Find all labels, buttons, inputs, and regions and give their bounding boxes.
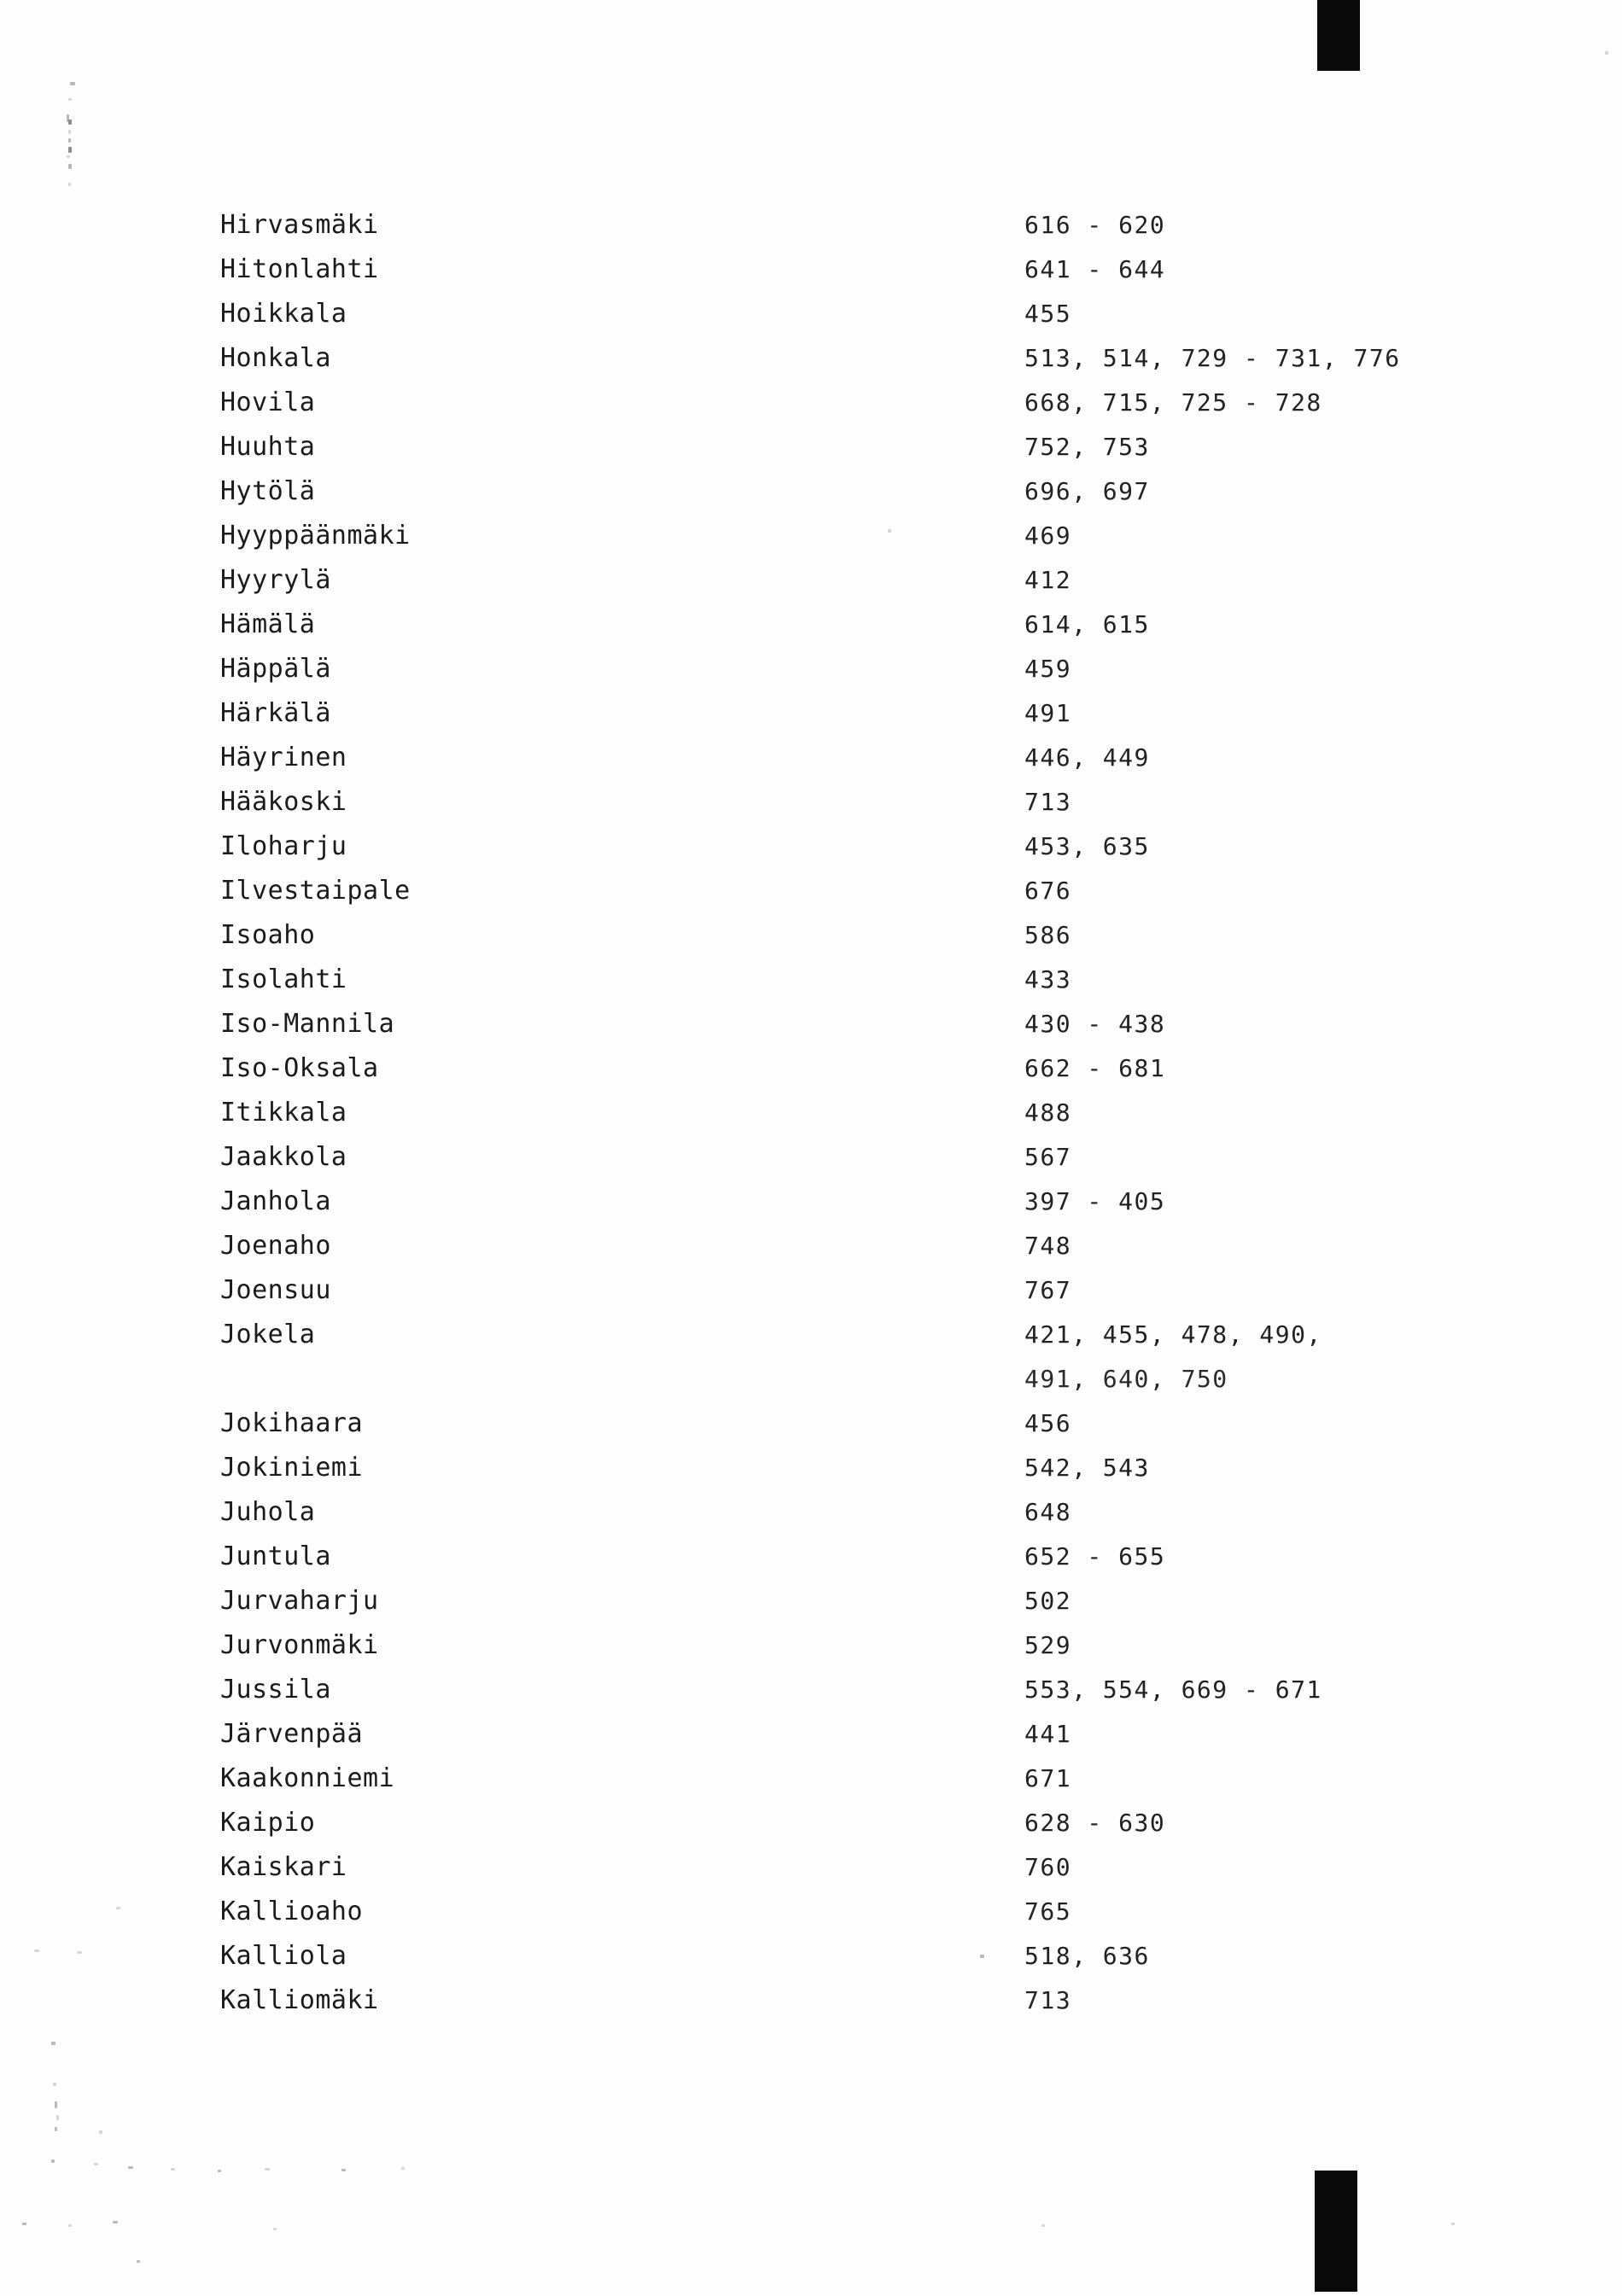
index-entry-row (0, 1268, 1622, 1313)
index-entry-row (0, 1934, 1622, 1978)
entry-name: Härkälä (220, 698, 331, 728)
entry-name: Kaipio (220, 1808, 316, 1838)
entry-name: Hyyppäänmäki (220, 521, 411, 551)
entry-page-numbers: 441 (1024, 1720, 1072, 1748)
entry-name: Itikkala (220, 1098, 347, 1128)
index-entry-row (0, 514, 1622, 558)
index-entry-row (0, 1668, 1622, 1712)
index-entry-row (0, 913, 1622, 958)
entry-page-numbers: 433 (1024, 965, 1072, 994)
entry-name: Isolahti (220, 964, 347, 994)
entry-name: Honkala (220, 343, 331, 373)
index-entry-row (0, 780, 1622, 825)
index-entry-row (0, 1091, 1622, 1135)
entry-name: Juhola (220, 1497, 316, 1527)
index-entry-row (0, 1978, 1622, 2023)
entry-page-numbers: 518, 636 (1024, 1942, 1150, 1970)
index-entry-continuation-row (0, 1357, 1622, 1401)
index-entry-row (0, 603, 1622, 647)
entry-page-numbers: 676 (1024, 877, 1072, 905)
entry-name: Hämälä (220, 609, 316, 639)
index-entry-row (0, 248, 1622, 292)
entry-page-numbers: 491 (1024, 699, 1072, 727)
entry-name: Jaakkola (220, 1142, 347, 1172)
entry-name: Hirvasmäki (220, 210, 379, 240)
entry-name: Järvenpää (220, 1719, 364, 1749)
entry-page-numbers: 553, 554, 669 - 671 (1024, 1675, 1322, 1704)
entry-page-numbers: 456 (1024, 1409, 1072, 1437)
entry-name: Jokela (220, 1320, 316, 1349)
register-mark-bottom-icon (1315, 2171, 1357, 2292)
index-entry-row (0, 1757, 1622, 1801)
entry-name: Iso-Mannila (220, 1009, 395, 1039)
entry-name: Kallioaho (220, 1897, 364, 1926)
entry-name: Häyrinen (220, 743, 347, 772)
index-entry-row (0, 1002, 1622, 1046)
entry-page-numbers: 748 (1024, 1232, 1072, 1260)
entry-page-numbers: 453, 635 (1024, 832, 1150, 860)
index-entry-row (0, 292, 1622, 336)
entry-name: Jokiniemi (220, 1453, 364, 1483)
entry-name: Joenaho (220, 1231, 331, 1261)
entry-page-numbers: 662 - 681 (1024, 1054, 1166, 1082)
entry-name: Kalliomäki (220, 1985, 379, 2015)
entry-name: Hovila (220, 388, 316, 417)
entry-page-numbers: 652 - 655 (1024, 1542, 1166, 1570)
index-entry-row (0, 381, 1622, 425)
entry-name: Iloharju (220, 831, 347, 861)
entry-name: Hyyrylä (220, 565, 331, 595)
entry-page-numbers: 513, 514, 729 - 731, 776 (1024, 344, 1401, 372)
entry-name: Hääkoski (220, 787, 347, 817)
entry-page-numbers: 765 (1024, 1897, 1072, 1926)
entry-page-numbers: 455 (1024, 300, 1072, 328)
index-entry-row (0, 1135, 1622, 1180)
index-entry-row (0, 869, 1622, 913)
index-entry-row (0, 1224, 1622, 1268)
entry-name: Isoaho (220, 920, 316, 950)
entry-name: Jurvonmäki (220, 1630, 379, 1660)
entry-page-numbers: 488 (1024, 1098, 1072, 1127)
entry-name: Jokihaara (220, 1408, 364, 1438)
index-entry-list (0, 203, 1622, 2023)
entry-name: Juntula (220, 1541, 331, 1571)
index-entry-row (0, 336, 1622, 381)
entry-page-numbers: 614, 615 (1024, 610, 1150, 638)
entry-page-numbers: 696, 697 (1024, 477, 1150, 505)
entry-page-numbers: 641 - 644 (1024, 255, 1166, 283)
entry-name: Iso-Oksala (220, 1053, 379, 1083)
index-entry-row (0, 1446, 1622, 1490)
index-entry-row (0, 1046, 1622, 1091)
entry-name: Ilvestaipale (220, 876, 411, 906)
index-entry-row (0, 1313, 1622, 1357)
entry-page-numbers: 767 (1024, 1276, 1072, 1304)
entry-page-numbers: 397 - 405 (1024, 1187, 1166, 1215)
entry-page-numbers-continued: 491, 640, 750 (1024, 1365, 1228, 1393)
entry-name: Jussila (220, 1675, 331, 1705)
index-entry-row (0, 425, 1622, 469)
index-entry-row (0, 647, 1622, 691)
index-entry-row (0, 1535, 1622, 1579)
entry-page-numbers: 567 (1024, 1143, 1072, 1171)
index-entry-row (0, 558, 1622, 603)
register-mark-top-icon (1317, 0, 1360, 71)
index-entry-row (0, 691, 1622, 736)
entry-page-numbers: 760 (1024, 1853, 1072, 1881)
index-entry-row (0, 1890, 1622, 1934)
entry-page-numbers: 412 (1024, 566, 1072, 594)
entry-name: Hoikkala (220, 299, 347, 329)
entry-page-numbers: 648 (1024, 1498, 1072, 1526)
entry-page-numbers: 713 (1024, 788, 1072, 816)
index-entry-row (0, 1801, 1622, 1845)
index-entry-row (0, 825, 1622, 869)
entry-name: Huuhta (220, 432, 316, 462)
index-entry-row (0, 1623, 1622, 1668)
index-entry-row (0, 1180, 1622, 1224)
entry-page-numbers: 430 - 438 (1024, 1010, 1166, 1038)
index-entry-row (0, 1490, 1622, 1535)
entry-page-numbers: 668, 715, 725 - 728 (1024, 388, 1322, 417)
index-entry-row (0, 736, 1622, 780)
entry-page-numbers: 628 - 630 (1024, 1809, 1166, 1837)
index-entry-row (0, 1712, 1622, 1757)
entry-page-numbers: 752, 753 (1024, 433, 1150, 461)
entry-name: Hitonlahti (220, 254, 379, 284)
index-entry-row (0, 1401, 1622, 1446)
entry-name: Janhola (220, 1186, 331, 1216)
entry-page-numbers: 446, 449 (1024, 743, 1150, 772)
index-entry-row (0, 1579, 1622, 1623)
entry-page-numbers: 586 (1024, 921, 1072, 949)
entry-page-numbers: 616 - 620 (1024, 211, 1166, 239)
entry-page-numbers: 713 (1024, 1986, 1072, 2014)
entry-name: Joensuu (220, 1275, 331, 1305)
entry-name: Kaakonniemi (220, 1763, 395, 1793)
entry-name: Hytölä (220, 476, 316, 506)
index-entry-row (0, 1845, 1622, 1890)
entry-name: Kalliola (220, 1941, 347, 1971)
entry-name: Jurvaharju (220, 1586, 379, 1616)
entry-name: Häppälä (220, 654, 331, 684)
entry-page-numbers: 469 (1024, 522, 1072, 550)
entry-name: Kaiskari (220, 1852, 347, 1882)
index-entry-row (0, 469, 1622, 514)
entry-page-numbers: 542, 543 (1024, 1454, 1150, 1482)
entry-page-numbers: 459 (1024, 655, 1072, 683)
entry-page-numbers: 421, 455, 478, 490, (1024, 1320, 1322, 1349)
index-entry-row (0, 958, 1622, 1002)
entry-page-numbers: 529 (1024, 1631, 1072, 1659)
index-entry-row (0, 203, 1622, 248)
entry-page-numbers: 671 (1024, 1764, 1072, 1792)
entry-page-numbers: 502 (1024, 1587, 1072, 1615)
